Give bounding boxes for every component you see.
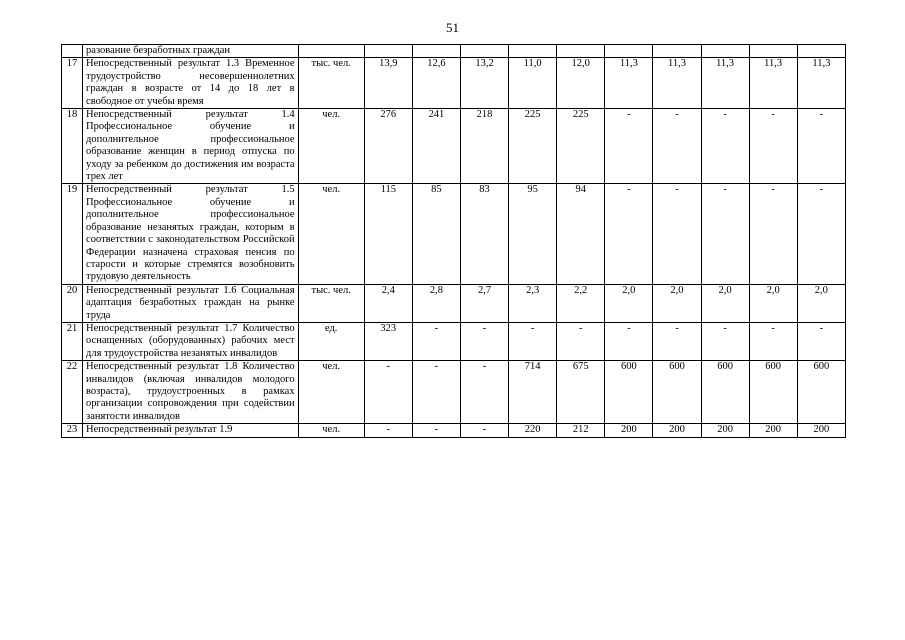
value-cell: 200 <box>605 424 653 437</box>
row-unit: чел. <box>298 424 364 437</box>
value-cell <box>460 45 508 58</box>
row-description: Непосредственный результат 1.3 Временное трудоустройство несовершеннолетних граждан в возрасте от 14 до 18 лет в свободное от учебы время <box>83 58 299 109</box>
value-cell: - <box>749 184 797 284</box>
value-cell: 220 <box>509 424 557 437</box>
value-cell: 323 <box>364 322 412 360</box>
value-cell: 225 <box>509 109 557 184</box>
value-cell <box>412 45 460 58</box>
value-cell: - <box>557 322 605 360</box>
value-cell: 11,3 <box>701 58 749 109</box>
value-cell: 600 <box>701 361 749 424</box>
page-number: 51 <box>446 20 459 35</box>
value-cell: - <box>653 322 701 360</box>
value-cell: 600 <box>749 361 797 424</box>
value-cell <box>605 45 653 58</box>
value-cell: 13,2 <box>460 58 508 109</box>
value-cell: - <box>701 322 749 360</box>
row-unit: чел. <box>298 109 364 184</box>
row-unit: чел. <box>298 184 364 284</box>
value-cell: - <box>412 424 460 437</box>
value-cell: 200 <box>701 424 749 437</box>
value-cell: 11,3 <box>749 58 797 109</box>
value-cell: 2,7 <box>460 284 508 322</box>
value-cell: - <box>701 184 749 284</box>
value-cell: - <box>701 109 749 184</box>
value-cell: 600 <box>653 361 701 424</box>
value-cell: 85 <box>412 184 460 284</box>
value-cell: 11,3 <box>653 58 701 109</box>
value-cell: - <box>797 322 845 360</box>
value-cell <box>797 45 845 58</box>
value-cell: 200 <box>653 424 701 437</box>
value-cell: - <box>605 109 653 184</box>
value-cell: - <box>797 184 845 284</box>
value-cell: 83 <box>460 184 508 284</box>
row-description: разование безработных граждан <box>83 45 299 58</box>
table-row <box>62 322 846 360</box>
value-cell: - <box>509 322 557 360</box>
row-unit <box>298 45 364 58</box>
row-number <box>62 45 83 58</box>
value-cell <box>653 45 701 58</box>
value-cell: 241 <box>412 109 460 184</box>
value-cell: 2,0 <box>653 284 701 322</box>
table-row <box>62 361 846 424</box>
value-cell: 2,3 <box>509 284 557 322</box>
value-cell: 225 <box>557 109 605 184</box>
row-unit: ед. <box>298 322 364 360</box>
table-row <box>62 109 846 184</box>
value-cell: 115 <box>364 184 412 284</box>
row-unit: тыс. чел. <box>298 58 364 109</box>
row-number: 20 <box>62 284 83 322</box>
value-cell: 600 <box>605 361 653 424</box>
table-row <box>62 424 846 437</box>
table-row <box>62 45 846 58</box>
value-cell: - <box>364 424 412 437</box>
value-cell: - <box>653 109 701 184</box>
row-description: Непосредственный результат 1.5 Профессиональное обучение и дополнительное профессиональное образование незанятых граждан, которым в соответствии с законодательством Российской Федерации назначена страховая пенсия по старости и которые стремятся возобновить трудовую деятельность <box>83 184 299 284</box>
table-row <box>62 58 846 109</box>
value-cell: 675 <box>557 361 605 424</box>
value-cell: 12,6 <box>412 58 460 109</box>
value-cell: 2,0 <box>749 284 797 322</box>
value-cell: 13,9 <box>364 58 412 109</box>
value-cell: - <box>653 184 701 284</box>
value-cell: - <box>412 361 460 424</box>
row-description: Непосредственный результат 1.6 Социальная адаптация безработных граждан на рынке труда <box>83 284 299 322</box>
value-cell: 2,2 <box>557 284 605 322</box>
value-cell <box>509 45 557 58</box>
value-cell <box>364 45 412 58</box>
value-cell: - <box>605 184 653 284</box>
row-unit: чел. <box>298 361 364 424</box>
value-cell: 276 <box>364 109 412 184</box>
row-number: 17 <box>62 58 83 109</box>
value-cell: 212 <box>557 424 605 437</box>
value-cell: 2,8 <box>412 284 460 322</box>
row-description: Непосредственный результат 1.7 Количество оснащенных (оборудованных) рабочих мест для трудоустройства незанятых инвалидов <box>83 322 299 360</box>
value-cell: - <box>749 322 797 360</box>
row-description: Непосредственный результат 1.4 Профессиональное обучение и дополнительное профессиональное образование женщин в период отпуска по уходу за ребенком до достижения им возраста трех лет <box>83 109 299 184</box>
value-cell: 218 <box>460 109 508 184</box>
row-number: 18 <box>62 109 83 184</box>
value-cell: 2,0 <box>797 284 845 322</box>
value-cell: 600 <box>797 361 845 424</box>
value-cell: - <box>460 322 508 360</box>
row-unit: тыс. чел. <box>298 284 364 322</box>
value-cell: 11,3 <box>605 58 653 109</box>
table-row <box>62 184 846 284</box>
value-cell: 200 <box>797 424 845 437</box>
row-number: 23 <box>62 424 83 437</box>
value-cell: 12,0 <box>557 58 605 109</box>
value-cell: - <box>364 361 412 424</box>
row-number: 19 <box>62 184 83 284</box>
row-number: 21 <box>62 322 83 360</box>
value-cell: 95 <box>509 184 557 284</box>
value-cell: - <box>749 109 797 184</box>
row-description: Непосредственный результат 1.9 <box>83 424 299 437</box>
value-cell: - <box>460 424 508 437</box>
value-cell: 2,0 <box>605 284 653 322</box>
value-cell <box>557 45 605 58</box>
value-cell <box>701 45 749 58</box>
table-row <box>62 284 846 322</box>
indicator-table <box>61 44 846 438</box>
value-cell: - <box>605 322 653 360</box>
value-cell: 714 <box>509 361 557 424</box>
value-cell: - <box>412 322 460 360</box>
row-number: 22 <box>62 361 83 424</box>
value-cell <box>749 45 797 58</box>
value-cell: 2,0 <box>701 284 749 322</box>
value-cell: 11,3 <box>797 58 845 109</box>
value-cell: 2,4 <box>364 284 412 322</box>
value-cell: 200 <box>749 424 797 437</box>
value-cell: - <box>460 361 508 424</box>
value-cell: - <box>797 109 845 184</box>
row-description: Непосредственный результат 1.8 Количество инвалидов (включая инвалидов молодого возраста), трудоустроенных в рамках организации сопровождения при содействии занятости инвалидов <box>83 361 299 424</box>
value-cell: 94 <box>557 184 605 284</box>
value-cell: 11,0 <box>509 58 557 109</box>
